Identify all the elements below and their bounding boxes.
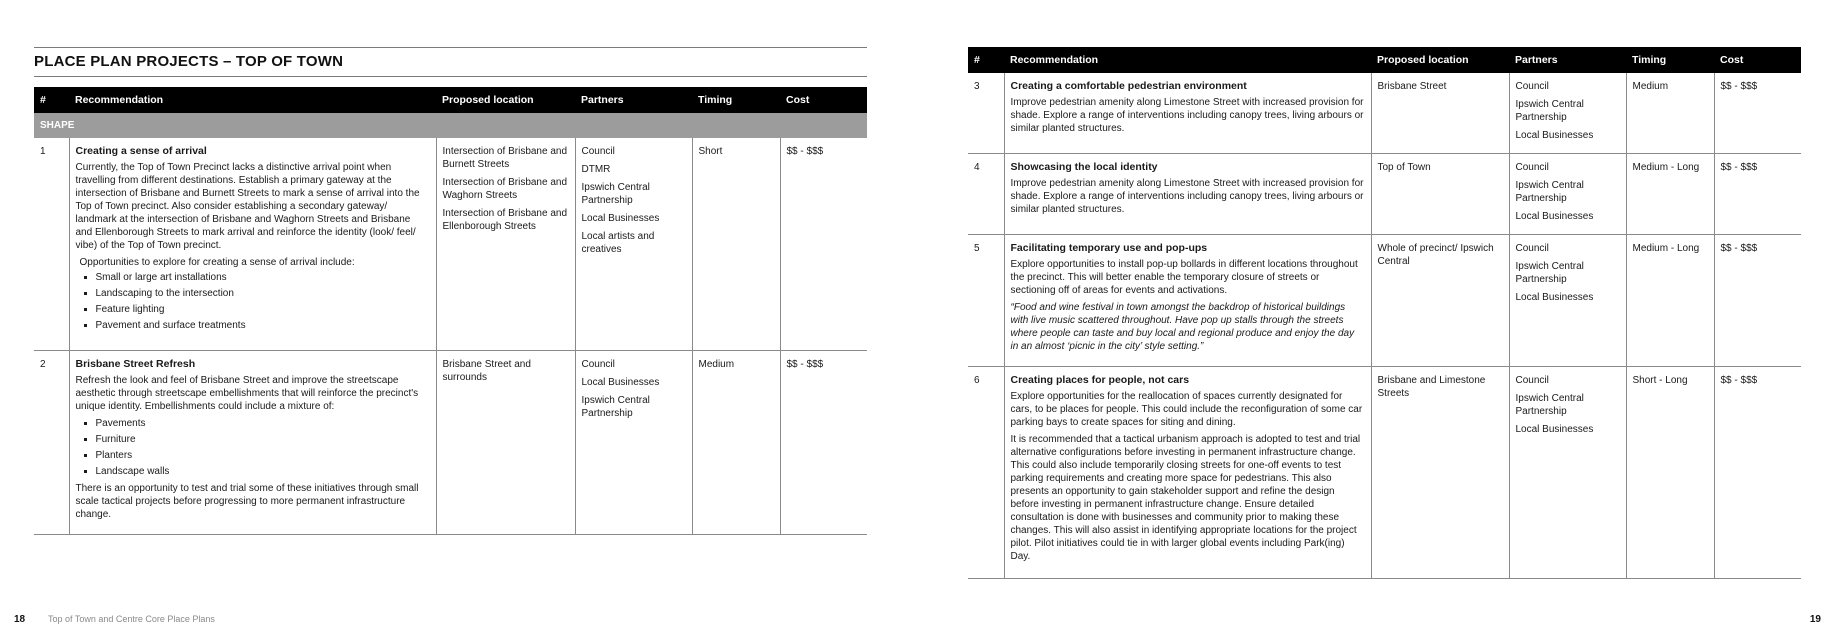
table-row xyxy=(968,235,1801,367)
header-proposed-location: Proposed location xyxy=(436,87,575,113)
recommendation-body: Explore opportunities to install pop-up bollards in different locations throughout the precinct. This will better enable the temporary closure of streets or sectioning off of areas for events and activations. xyxy=(1010,259,1358,296)
projects-table-left xyxy=(34,87,867,535)
table-row xyxy=(34,350,867,534)
page-number-left: 18 xyxy=(14,614,26,625)
bullet-item: ▪ Landscaping to the intersection xyxy=(96,287,430,300)
partners-cell xyxy=(1509,73,1626,154)
recommendation-body: Improve pedestrian amenity along Limestone Street with increased provision for shade. Explore a range of interventions including canopy trees, living arbours or similar planted structures. xyxy=(1010,97,1364,134)
bullet-list xyxy=(76,271,430,332)
recommendation-cell xyxy=(69,138,436,350)
partners-cell xyxy=(1509,235,1626,367)
header-timing: Timing xyxy=(692,87,780,113)
partner-item: Ipswich Central Partnership xyxy=(581,182,650,206)
cost-cell: $$ - $$$ xyxy=(1714,154,1801,235)
header-partners: Partners xyxy=(1509,47,1626,73)
left-page xyxy=(0,0,917,628)
partners-cell xyxy=(1509,154,1626,235)
section-label: SHAPE xyxy=(34,113,867,138)
bullet-item: ▪ Small or large art installations xyxy=(96,271,430,284)
bullet-item: ▪ Planters xyxy=(96,449,430,462)
recommendation-title: Creating a comfortable pedestrian environment xyxy=(1010,80,1247,92)
location-item: Intersection of Brisbane and Ellenborough Streets xyxy=(442,208,568,232)
partners-cell xyxy=(1509,367,1626,579)
location-cell: Whole of precinct/ Ipswich Central xyxy=(1371,235,1509,367)
partner-item: Council xyxy=(581,358,615,370)
page-number-right: 19 xyxy=(1809,614,1821,625)
recommendation-cell xyxy=(1004,154,1371,235)
partner-item: Local artists and creatives xyxy=(581,231,655,255)
bullet-item: ▪ Pavement and surface treatments xyxy=(96,319,430,332)
footer-text: Top of Town and Centre Core Place Plans xyxy=(48,614,215,624)
cost-cell: $$ - $$$ xyxy=(1714,73,1801,154)
recommendation-body: Refresh the look and feel of Brisbane Street and improve the streetscape aesthetic through streetscape embellishments that will reinforce the precinct's unique identity. Embellishments could include a mixture of: xyxy=(75,374,419,412)
header-number: # xyxy=(968,47,1004,73)
row-number: 5 xyxy=(968,235,1004,367)
recommendation-title: Facilitating temporary use and pop-ups xyxy=(1010,242,1208,254)
row-number: 2 xyxy=(34,350,69,534)
page-title: PLACE PLAN PROJECTS – TOP OF TOWN xyxy=(34,53,344,70)
header-timing: Timing xyxy=(1626,47,1714,73)
partner-item: Local Businesses xyxy=(1515,211,1594,222)
partner-item: Ipswich Central Partnership xyxy=(581,394,650,419)
recommendation-title: Showcasing the local identity xyxy=(1010,161,1158,173)
header-cost: Cost xyxy=(1714,47,1801,73)
recommendation-title: Brisbane Street Refresh xyxy=(75,357,196,370)
recommendation-cell xyxy=(1004,73,1371,154)
partner-item: Council xyxy=(581,146,615,157)
partner-item: Ipswich Central Partnership xyxy=(1515,261,1584,285)
header-proposed-location: Proposed location xyxy=(1371,47,1509,73)
recommendation-body: Improve pedestrian amenity along Limestone Street with increased provision for shade. Explore a range of interventions including canopy trees, living arbours or similar planted structures. xyxy=(1010,178,1364,215)
recommendation-body: It is recommended that a tactical urbanism approach is adopted to test and trial alternative configurations before investing in permanent infrastructure change. This could also include temporarily closing streets for one-off events to test parking requirements and creating more space for pedestrians. This also presents an opportunity to gain stakeholder support and refine the design before investing in permanent infrastructure change. Ensure detailed consultation is done with businesses and community prior to making these changes. This will also assist in identifying appropriate locations for the project pilot. Pilot initiatives could tie in with larger global events including Park(ing) Day. xyxy=(1010,434,1361,562)
recommendation-body: Currently, the Top of Town Precinct lacks a distinctive arrival point when travelling from different destinations. Establish a primary gateway at the intersection of Brisbane and Burnett Streets to mark a sense of arrival into the Top of Town precinct. Also consider establishing a secondary gateway/ landmark at the intersection of Brisbane and Waghorn Streets and Brisbane and Ellenborough Streets to mark arrival and reinforce the identity (look/ feel/ vibe) of the Top of Town precinct. xyxy=(75,162,420,251)
header-number: # xyxy=(34,87,69,113)
row-number: 4 xyxy=(968,154,1004,235)
partner-item: DTMR xyxy=(581,164,611,175)
cost-cell: $$ - $$$ xyxy=(780,350,867,534)
timing-cell: Medium xyxy=(1626,73,1714,154)
partner-item: Council xyxy=(1515,375,1549,386)
partner-item: Local Businesses xyxy=(1515,424,1594,435)
partners-cell xyxy=(575,350,692,534)
table-row xyxy=(968,367,1801,579)
bullet-item: ▪ Furniture xyxy=(96,433,430,446)
header-cost: Cost xyxy=(780,87,867,113)
community-quote: “Food and wine festival in town amongst the backdrop of historical buildings with live music scattered throughout. Have pop up stalls through the streets where people can taste and buy local and regional produce and enjoy the day in an almost ‘picnic in the city’ style setting.” xyxy=(1010,302,1355,352)
recommendation-note: There is an opportunity to test and trial some of these initiatives through small scale tactical projects before progressing to more permanent infrastructure change. xyxy=(75,482,419,520)
location-cell xyxy=(436,350,575,534)
header-partners: Partners xyxy=(575,87,692,113)
right-page xyxy=(917,0,1835,628)
title-rule-top xyxy=(34,47,867,48)
projects-table-right xyxy=(968,47,1801,579)
section-row-shape xyxy=(34,113,867,138)
recommendation-intro: Opportunities to explore for creating a sense of arrival include: xyxy=(79,257,355,268)
header-recommendation: Recommendation xyxy=(69,87,436,113)
table-row xyxy=(968,154,1801,235)
timing-cell: Medium - Long xyxy=(1626,235,1714,367)
bullet-list xyxy=(76,417,430,478)
cost-cell: $$ - $$$ xyxy=(1714,235,1801,367)
partner-item: Local Businesses xyxy=(581,376,660,388)
cost-cell: $$ - $$$ xyxy=(1714,367,1801,579)
header-recommendation: Recommendation xyxy=(1004,47,1371,73)
partner-item: Council xyxy=(1515,81,1549,92)
timing-cell: Short - Long xyxy=(1626,367,1714,579)
bullet-item: ▪ Landscape walls xyxy=(96,465,430,478)
title-rule-bottom xyxy=(34,76,867,77)
location-item: Brisbane Street and surrounds xyxy=(442,358,531,383)
partner-item: Council xyxy=(1515,162,1549,173)
recommendation-cell xyxy=(1004,235,1371,367)
row-number: 3 xyxy=(968,73,1004,154)
partner-item: Local Businesses xyxy=(581,213,660,224)
location-item: Intersection of Brisbane and Burnett Streets xyxy=(442,146,568,170)
timing-cell: Medium - Long xyxy=(1626,154,1714,235)
recommendation-body: Explore opportunities for the reallocation of spaces currently designated for cars, to be places for people. This could include the reconfiguration of some car parking bays to create spaces for siting and dining. xyxy=(1010,391,1363,428)
partner-item: Ipswich Central Partnership xyxy=(1515,180,1584,204)
timing-cell: Medium xyxy=(692,350,780,534)
bullet-item: ▪ Feature lighting xyxy=(96,303,430,316)
location-item: Intersection of Brisbane and Waghorn Streets xyxy=(442,177,568,201)
recommendation-title: Creating places for people, not cars xyxy=(1010,374,1190,386)
recommendation-cell xyxy=(69,350,436,534)
row-number: 1 xyxy=(34,138,69,350)
partner-item: Ipswich Central Partnership xyxy=(1515,99,1584,123)
table-row xyxy=(34,138,867,350)
partner-item: Ipswich Central Partnership xyxy=(1515,393,1584,417)
bullet-item: ▪ Pavements xyxy=(96,417,430,430)
timing-cell: Short xyxy=(692,138,780,350)
partner-item: Local Businesses xyxy=(1515,130,1594,141)
table-header-row xyxy=(968,47,1801,73)
location-cell: Brisbane and Limestone Streets xyxy=(1371,367,1509,579)
location-cell: Top of Town xyxy=(1371,154,1509,235)
table-row xyxy=(968,73,1801,154)
cost-cell: $$ - $$$ xyxy=(780,138,867,350)
partner-item: Council xyxy=(1515,243,1549,254)
location-cell: Brisbane Street xyxy=(1371,73,1509,154)
location-cell xyxy=(436,138,575,350)
partners-cell xyxy=(575,138,692,350)
recommendation-cell xyxy=(1004,367,1371,579)
recommendation-title: Creating a sense of arrival xyxy=(75,145,207,157)
table-header-row xyxy=(34,87,867,113)
row-number: 6 xyxy=(968,367,1004,579)
partner-item: Local Businesses xyxy=(1515,292,1594,303)
